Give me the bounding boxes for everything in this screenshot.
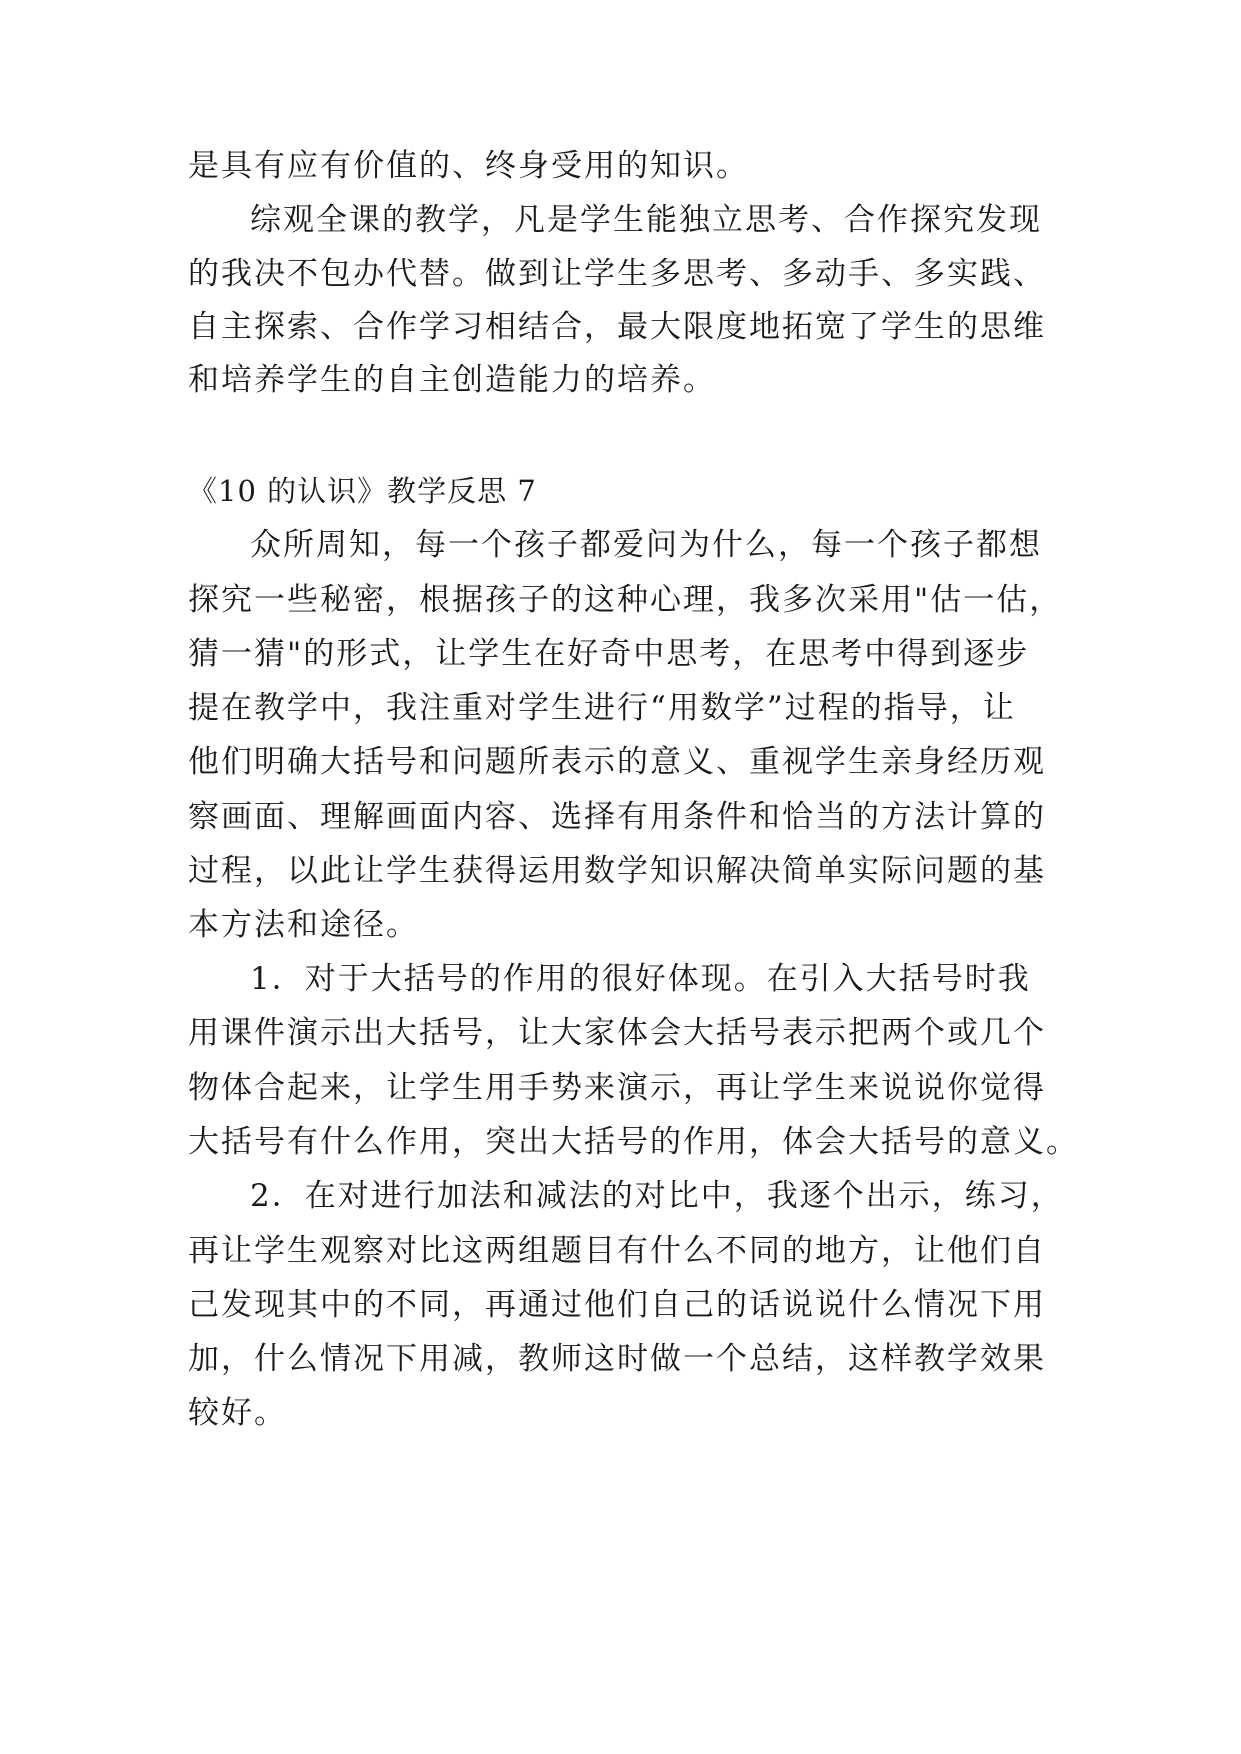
body-text-line: 本方法和途径。	[188, 907, 419, 943]
body-text-line: 较好。	[188, 1395, 287, 1431]
section-title: 《10 的认识》教学反思 7	[188, 474, 537, 508]
body-text-line: 加，什么情况下用减，教师这时做一个总结，这样教学效果	[188, 1341, 1046, 1377]
body-text-line: 提在教学中，我注重对学生进行“用数学”过程的指导，让	[188, 690, 1016, 726]
body-text-line: 察画面、理解画面内容、选择有用条件和恰当的方法计算的	[188, 799, 1046, 835]
body-text-line: 过程，以此让学生获得运用数学知识解决简单实际问题的基	[188, 853, 1046, 889]
body-text-line: 猜一猜"的形式，让学生在好奇中思考，在思考中得到逐步	[188, 636, 1030, 672]
body-text-line: 物体合起来，让学生用手势来演示，再让学生来说说你觉得	[188, 1070, 1046, 1106]
body-text-line: 众所周知，每一个孩子都爱问为什么，每一个孩子都想	[250, 527, 1042, 563]
body-text-line: 大括号有什么作用，突出大括号的作用，体会大括号的意义。	[188, 1124, 1079, 1160]
body-text-line: 综观全课的教学，凡是学生能独立思考、合作探究发现	[250, 202, 1042, 238]
body-text-line: 用课件演示出大括号，让大家体会大括号表示把两个或几个	[188, 1015, 1046, 1051]
body-text-line: 他们明确大括号和问题所表示的意义、重视学生亲身经历观	[188, 744, 1046, 780]
body-text-line: 和培养学生的自主创造能力的培养。	[188, 362, 716, 398]
body-text-line: 1．对于大括号的作用的很好体现。在引入大括号时我	[250, 961, 1031, 997]
body-text-line: 再让学生观察对比这两组题目有什么不同的地方，让他们自	[188, 1233, 1046, 1269]
body-text-line: 探究一些秘密，根据孩子的这种心理，我多次采用"估一估，	[188, 582, 1063, 618]
body-text-line: 己发现其中的不同，再通过他们自己的话说说什么情况下用	[188, 1287, 1046, 1323]
body-text-line: 2．在对进行加法和减法的对比中，我逐个出示，练习，	[250, 1178, 1064, 1214]
body-text-line: 自主探索、合作学习相结合，最大限度地拓宽了学生的思维	[188, 309, 1046, 345]
body-text-line: 的我决不包办代替。做到让学生多思考、多动手、多实践、	[188, 256, 1046, 292]
body-text-line: 是具有应有价值的、终身受用的知识。	[188, 148, 749, 184]
